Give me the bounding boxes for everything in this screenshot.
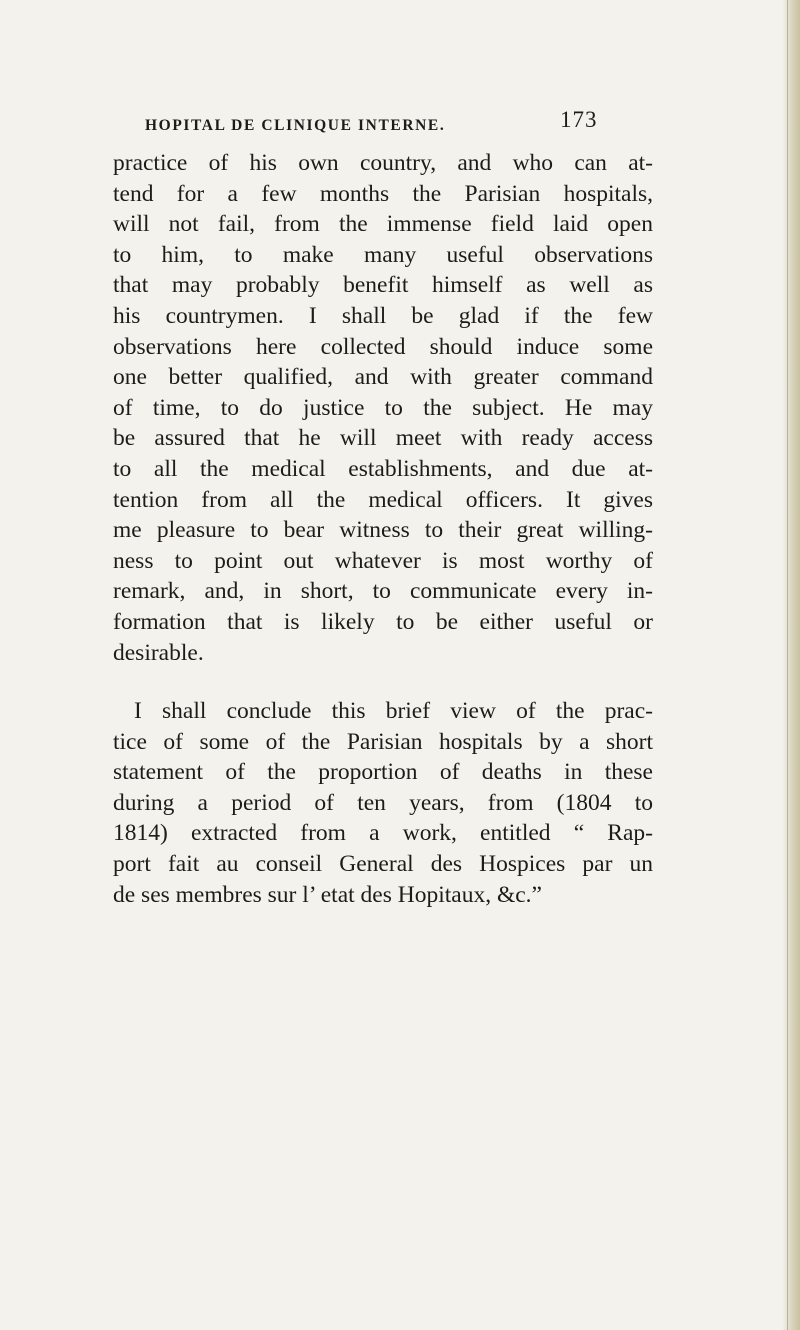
page-edge-line — [787, 0, 788, 1330]
text-line: of time, to do justice to the subject. He may — [113, 394, 653, 421]
text-line: desirable. — [113, 639, 204, 666]
text-line: to all the medical establishments, and due at- — [113, 455, 653, 482]
paragraph-gap — [113, 668, 653, 696]
text-line: during a period of ten years, from (1804 to — [113, 789, 653, 816]
text-line: statement of the proportion of deaths in these — [113, 759, 653, 786]
text-line: one better qualified, and with greater command — [113, 364, 653, 391]
running-head: HOPITAL DE CLINIQUE INTERNE. — [145, 117, 446, 134]
text-line: formation that is likely to be either useful or — [113, 608, 653, 635]
text-line: practice of his own country, and who can at- — [113, 150, 653, 176]
text-line: tice of some of the Parisian hospitals by a short — [113, 728, 653, 755]
text-line: that may probably benefit himself as well as — [113, 272, 653, 299]
paragraph-2 — [113, 696, 653, 910]
text-line: will not fail, from the immense field laid open — [113, 211, 653, 238]
text-line: his countrymen. I shall be glad if the few — [113, 302, 653, 329]
page-edge-shadow — [782, 0, 800, 1330]
page-number: 173 — [560, 107, 598, 132]
text-line: I shall conclude this brief view of the prac- — [134, 698, 653, 725]
text-line: me pleasure to bear witness to their great willing- — [113, 517, 653, 544]
text-line: de ses membres sur l’ etat des Hopitaux, &c.” — [113, 881, 542, 908]
text-line: port fait au conseil General des Hospices par un — [113, 851, 653, 878]
text-line: to him, to make many useful observations — [113, 241, 653, 268]
text-line: tention from all the medical officers. It gives — [113, 486, 653, 513]
body-text — [113, 148, 653, 910]
text-line: observations here collected should induce some — [113, 333, 653, 360]
text-line: 1814) extracted from a work, entitled “ Rap- — [113, 820, 653, 847]
text-line: remark, and, in short, to communicate every in- — [113, 578, 653, 605]
text-line: be assured that he will meet with ready access — [113, 425, 653, 452]
paragraph-1 — [113, 148, 653, 668]
text-line: tend for a few months the Parisian hospitals, — [113, 180, 653, 207]
text-line: ness to point out whatever is most worthy of — [113, 547, 653, 574]
